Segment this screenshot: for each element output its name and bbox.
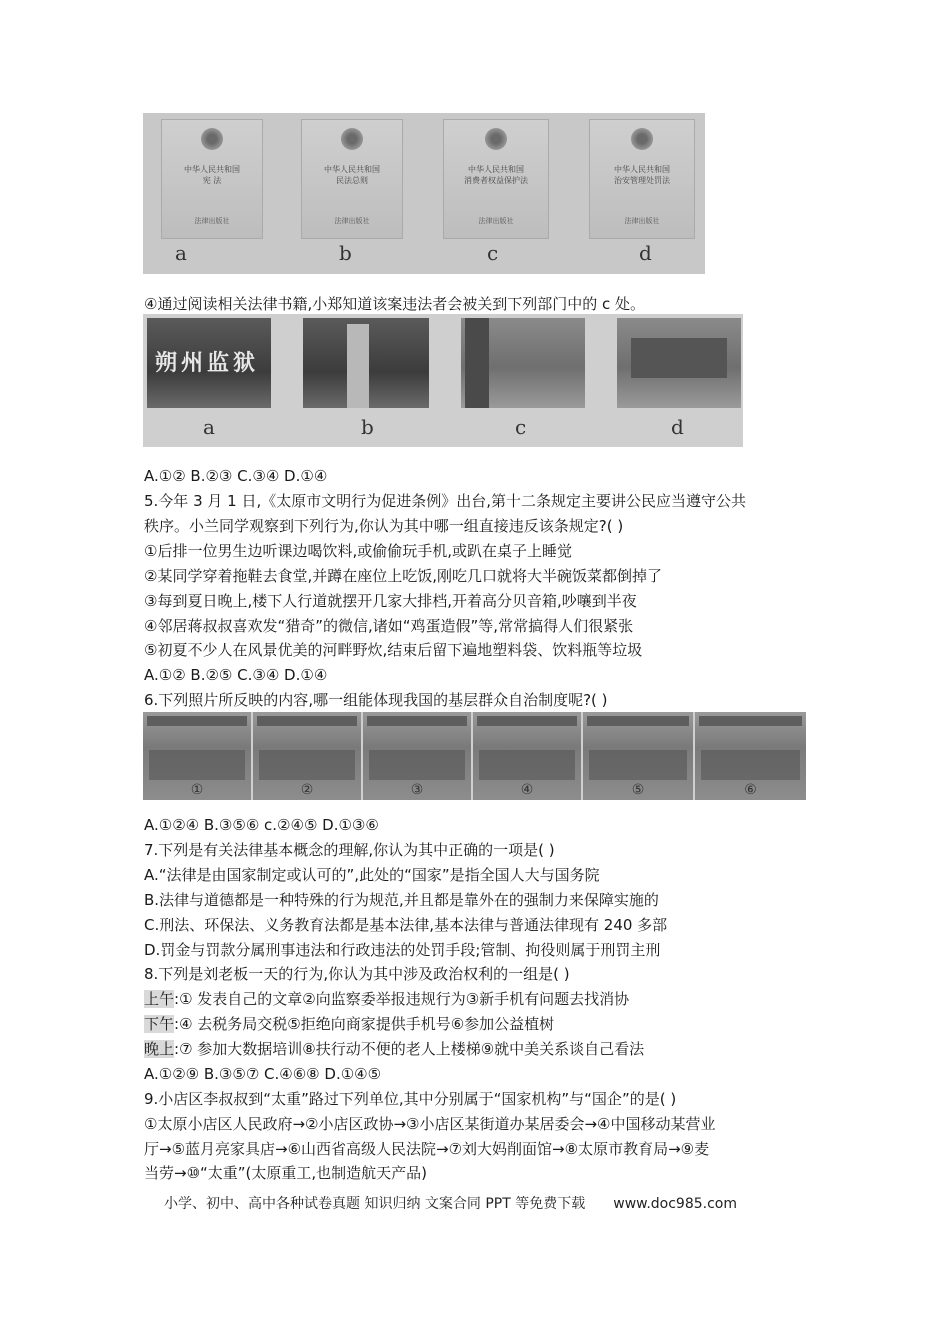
- q9-stem: 9.小店区李叔叔到“太重”路过下列单位,其中分别属于“国家机构”与“国企”的是( ): [144, 1090, 677, 1108]
- book-c: [443, 119, 549, 239]
- photo-label: ④: [520, 782, 534, 798]
- photo-label: ⑤: [631, 782, 645, 798]
- photo-5: [583, 712, 693, 800]
- photo-label: ③: [410, 782, 424, 798]
- photo-a: [147, 318, 271, 408]
- book-title: 中华人民共和国 治安管理处罚法: [614, 165, 670, 185]
- q5-item: ③每到夏日晚上,楼下人行道就摆开几家大排档,开着高分贝音箱,吵嚷到半夜: [144, 592, 637, 610]
- q5-options: A.①② B.②⑤ C.③④ D.①④: [144, 666, 328, 684]
- page-footer: [164, 1193, 737, 1213]
- figure-label: a: [203, 415, 215, 439]
- q7-option-c: C.刑法、环保法、义务教育法都是基本法律,基本法律与普通法律现有 240 多部: [144, 916, 668, 934]
- photo-2: [253, 712, 361, 800]
- q9-items: 厅→⑤蓝月亮家具店→⑥山西省高级人民法院→⑦刘大妈削面馆→⑧太原市教育局→⑨麦: [144, 1140, 710, 1158]
- q6-options: A.①②④ B.③⑤⑥ c.②④⑤ D.①③⑥: [144, 816, 379, 834]
- book-title: 中华人民共和国 民法总则: [324, 165, 380, 185]
- figure-label: d: [671, 415, 684, 439]
- photo-label: ⑥: [744, 782, 757, 798]
- emblem-icon: [631, 128, 653, 150]
- q8-options: A.①②⑨ B.③⑤⑦ C.④⑥⑧ D.①④⑤: [144, 1065, 382, 1083]
- photo-label: ②: [300, 782, 314, 798]
- q5-stem: 5.今年 3 月 1 日,《太原市文明行为促进条例》出台,第十二条规定主要讲公民应当遵守公共: [144, 492, 747, 510]
- photo-6: [695, 712, 806, 800]
- figure-label: c: [515, 415, 527, 439]
- book-publisher: 法律出版社: [624, 217, 660, 225]
- book-publisher: 法律出版社: [334, 217, 370, 225]
- institutions-figure: [143, 314, 743, 447]
- afternoon-label: 下午: [144, 1015, 175, 1033]
- photo-1: [143, 712, 251, 800]
- photo-c: [461, 318, 585, 408]
- q9-items: ①太原小店区人民政府→②小店区政协→③小店区某街道办某居委会→④中国移动某营业: [144, 1115, 716, 1133]
- q7-option-d: D.罚金与罚款分属刑事违法和行政违法的处罚手段;管制、拘役则属于刑罚主刑: [144, 941, 661, 959]
- evening-text: :⑦ 参加大数据培训⑧扶行动不便的老人上楼梯⑨就中美关系谈自己看法: [174, 1040, 645, 1058]
- book-title: 中华人民共和国 消费者权益保护法: [464, 165, 528, 185]
- q5-item: ①后排一位男生边听课边喝饮料,或偷偷玩手机,或趴在桌子上睡觉: [144, 542, 572, 560]
- q7-option-b: B.法律与道德都是一种特殊的行为规范,并且都是靠外在的强制力来保障实施的: [144, 891, 659, 909]
- q6-stem: 6.下列照片所反映的内容,哪一组能体现我国的基层群众自治制度呢?( ): [144, 691, 608, 709]
- book-publisher: 法律出版社: [478, 217, 514, 225]
- q4-options: A.①② B.②③ C.③④ D.①④: [144, 467, 328, 485]
- q4-item4: ④通过阅读相关法律书籍,小郑知道该案违法者会被关到下列部门中的 c 处。: [144, 295, 646, 313]
- photo-4: [473, 712, 581, 800]
- photo-d: [617, 318, 741, 408]
- book-title: 中华人民共和国 宪 法: [184, 165, 240, 185]
- q8-evening: [144, 1039, 644, 1059]
- emblem-icon: [485, 128, 507, 150]
- figure-label: c: [487, 241, 499, 265]
- book-b: [301, 119, 403, 239]
- q5-item: ⑤初夏不少人在风景优美的河畔野炊,结束后留下遍地塑料袋、饮料瓶等垃圾: [144, 641, 643, 659]
- q8-afternoon: [144, 1014, 554, 1034]
- q7-option-a: A.“法律是由国家制定或认可的”,此处的“国家”是指全国人大与国务院: [144, 866, 600, 884]
- emblem-icon: [201, 128, 223, 150]
- figure-label: a: [175, 241, 187, 265]
- footer-text: 小学、初中、高中各种试卷真题 知识归纳 文案合同 PPT 等免费下载: [164, 1196, 586, 1212]
- book-d: [589, 119, 695, 239]
- book-publisher: 法律出版社: [194, 217, 230, 225]
- figure-label: b: [339, 241, 352, 265]
- meetings-figure: [143, 712, 806, 800]
- afternoon-text: :④ 去税务局交税⑤拒绝向商家提供手机号⑥参加公益植树: [174, 1015, 555, 1033]
- photo-label: ①: [190, 782, 204, 798]
- emblem-icon: [341, 128, 363, 150]
- photo-3: [363, 712, 471, 800]
- q8-morning: [144, 989, 629, 1009]
- q5-stem-cont: 秩序。小兰同学观察到下列行为,你认为其中哪一组直接违反该条规定?( ): [144, 517, 624, 535]
- book-a: [161, 119, 263, 239]
- prison-sign: 朔州监狱: [155, 350, 260, 376]
- evening-label: 晚上: [144, 1040, 175, 1058]
- figure-label: b: [361, 415, 374, 439]
- photo-b: [303, 318, 429, 408]
- morning-label: 上午: [144, 990, 175, 1008]
- q8-stem: 8.下列是刘老板一天的行为,你认为其中涉及政治权利的一组是( ): [144, 965, 570, 983]
- q5-item: ②某同学穿着拖鞋去食堂,并蹲在座位上吃饭,刚吃几口就将大半碗饭菜都倒掉了: [144, 567, 662, 585]
- footer-url[interactable]: www.doc985.com: [613, 1196, 737, 1212]
- figure-label: d: [639, 241, 652, 265]
- law-books-figure: [143, 113, 705, 274]
- q9-items: 当劳→⑩“太重”(太原重工,也制造航天产品): [144, 1164, 428, 1182]
- q5-item: ④邻居蒋叔叔喜欢发“猎奇”的微信,诸如“鸡蛋造假”等,常常搞得人们很紧张: [144, 617, 634, 635]
- q7-stem: 7.下列是有关法律基本概念的理解,你认为其中正确的一项是( ): [144, 841, 555, 859]
- morning-text: :① 发表自己的文章②向监察委举报违规行为③新手机有问题去找消协: [174, 990, 630, 1008]
